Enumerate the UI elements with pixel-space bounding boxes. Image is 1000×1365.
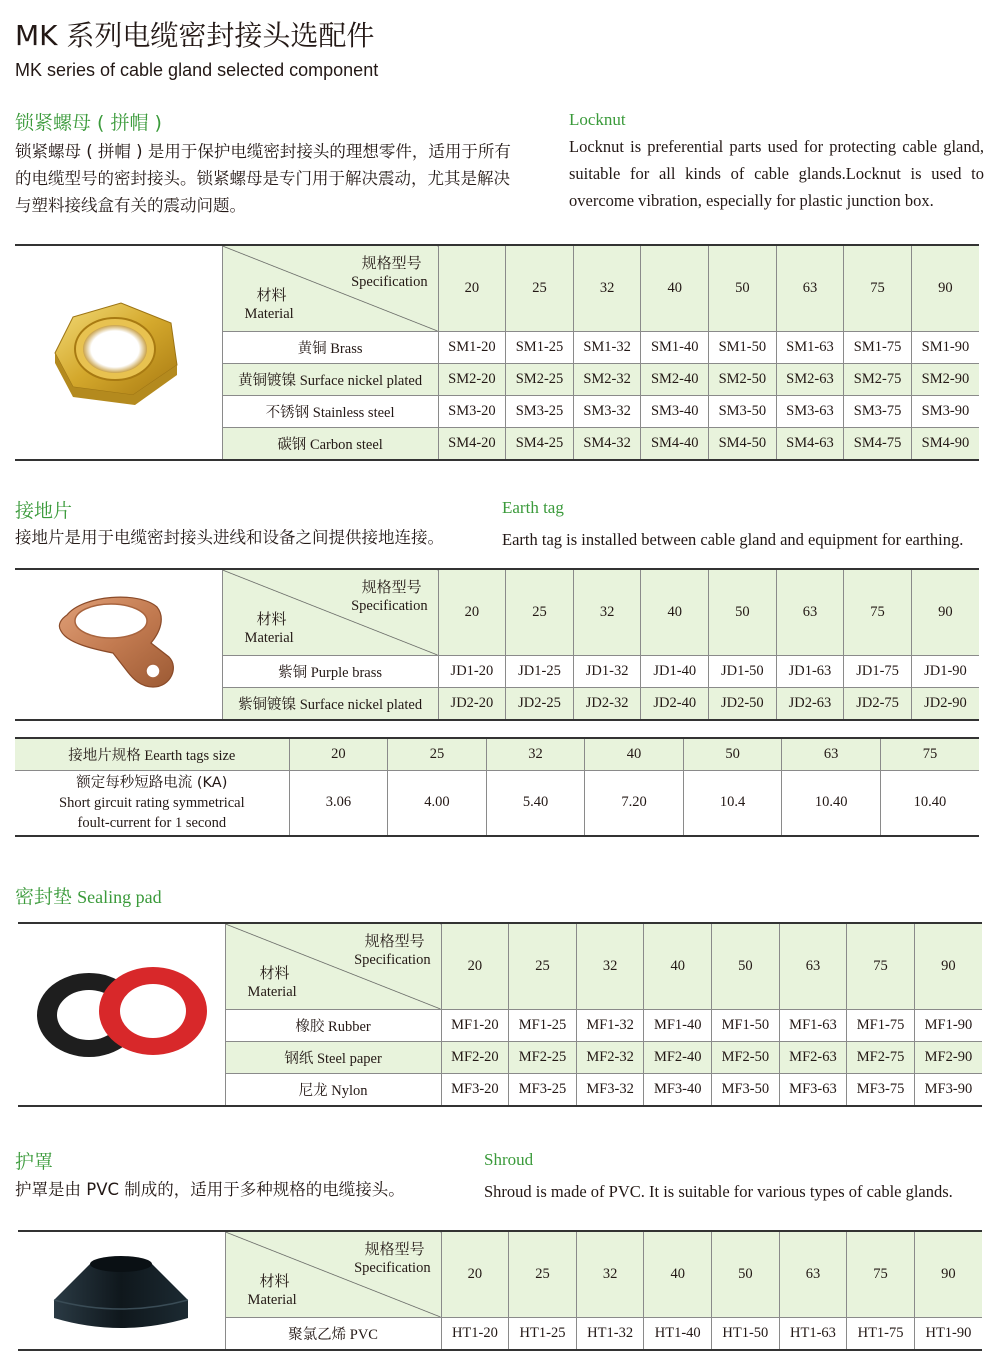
rating-size: 63 [782, 738, 881, 770]
sealing-pad-title [15, 882, 162, 909]
part-code: JD2-20 [438, 687, 506, 720]
shroud-desc-en: Shroud is made of PVC. It is suitable for various types of cable glands. [484, 1182, 953, 1201]
size-header: 63 [776, 245, 844, 331]
material-label-cn: 材料 [256, 610, 287, 628]
page-subtitle: MK series of cable gland selected component [15, 60, 379, 80]
rating-size: 50 [683, 738, 782, 770]
part-code: HT1-63 [779, 1317, 847, 1350]
material-label: 聚氯乙烯 PVC [225, 1317, 441, 1350]
part-code: HT1-90 [914, 1317, 982, 1350]
rating-label: 额定每秒短路电流 (KA) Short gircuit rating symmetrical foult-current for 1 second [15, 770, 289, 836]
part-code: MF1-25 [509, 1009, 577, 1041]
size-header: 25 [506, 569, 574, 655]
earth-tag-image [15, 569, 222, 720]
part-code: MF1-40 [644, 1009, 712, 1041]
earth-tag-rating-table [15, 737, 979, 837]
locknut-desc-cn: 锁紧螺母 ( 拼帽 ) 是用于保护电缆密封接头的理想零件，适用于所有的电缆型号的密封接头。锁紧螺母是专门用于解决震动，尤其是解决与塑料接线盒有关的震动问题。 [15, 142, 511, 215]
part-code: MF2-32 [576, 1041, 644, 1073]
sealing-pad-rings-icon [31, 957, 211, 1067]
size-header: 90 [914, 1231, 982, 1317]
material-label: 不锈钢 Stainless steel [222, 395, 438, 427]
part-code: MF3-90 [914, 1073, 982, 1106]
locknut-table [15, 244, 979, 461]
size-header: 20 [441, 1231, 509, 1317]
sealing-pad-header-corner [225, 923, 441, 1009]
part-code: MF2-25 [509, 1041, 577, 1073]
part-code: MF2-50 [712, 1041, 780, 1073]
part-code: JD2-75 [844, 687, 912, 720]
earth-tag-title-cn: 接地片 [15, 500, 73, 522]
part-code: MF2-40 [644, 1041, 712, 1073]
rating-header-row [15, 738, 979, 770]
size-header: 25 [509, 1231, 577, 1317]
shroud-desc-cn: 护罩是由 PVC 制成的，适用于多种规格的电缆接头。 [15, 1180, 405, 1199]
size-header: 20 [438, 569, 506, 655]
rating-value: 10.4 [683, 770, 782, 836]
shroud-table [18, 1230, 982, 1351]
spec-label-en: Specification [351, 598, 428, 614]
part-code: MF2-63 [779, 1041, 847, 1073]
rating-size: 32 [486, 738, 585, 770]
rating-value: 10.40 [782, 770, 881, 836]
size-header: 50 [712, 923, 780, 1009]
part-code: JD1-40 [641, 655, 709, 687]
size-header: 50 [709, 569, 777, 655]
part-code: SM4-40 [641, 427, 709, 460]
part-code: SM1-40 [641, 331, 709, 363]
part-code: MF3-50 [712, 1073, 780, 1106]
size-header: 32 [576, 1231, 644, 1317]
material-label-en: Material [244, 630, 294, 646]
part-code: SM2-25 [506, 363, 574, 395]
part-code: SM1-20 [438, 331, 506, 363]
locknut-header-corner [222, 245, 438, 331]
part-code: JD2-63 [776, 687, 844, 720]
material-label-cn: 材料 [259, 1272, 290, 1290]
part-code: SM2-32 [573, 363, 641, 395]
page-title: MK 系列电缆密封接头选配件 [15, 19, 375, 52]
rating-value-row [15, 770, 979, 836]
rating-size: 25 [388, 738, 487, 770]
size-header: 20 [438, 245, 506, 331]
part-code: MF1-32 [576, 1009, 644, 1041]
part-code: SM4-63 [776, 427, 844, 460]
part-code: HT1-50 [712, 1317, 780, 1350]
part-code: SM1-50 [709, 331, 777, 363]
copper-earth-tag-icon [53, 587, 183, 697]
part-code: SM3-32 [573, 395, 641, 427]
shroud-title-cn: 护罩 [15, 1151, 54, 1173]
part-code: HT1-25 [509, 1317, 577, 1350]
part-code: SM2-90 [911, 363, 979, 395]
earth-tag-title-en: Earth tag [502, 498, 564, 517]
part-code: JD2-90 [911, 687, 979, 720]
spec-label-en: Specification [351, 274, 428, 290]
rating-size-label: 接地片规格 Eearth tags size [15, 738, 289, 770]
size-header: 90 [911, 569, 979, 655]
locknut-desc-en: Locknut is preferential parts used for protecting cable gland, suitable for all kinds of cable glands.Locknut is used to overcome vibration, especially for plastic junction box. [569, 137, 984, 210]
part-code: SM3-25 [506, 395, 574, 427]
size-header: 75 [844, 245, 912, 331]
part-code: SM4-25 [506, 427, 574, 460]
earth-tag-table [15, 568, 979, 721]
locknut-image [15, 245, 222, 460]
part-code: SM2-75 [844, 363, 912, 395]
part-code: HT1-32 [576, 1317, 644, 1350]
part-code: JD1-20 [438, 655, 506, 687]
part-code: MF1-90 [914, 1009, 982, 1041]
size-header: 63 [779, 1231, 847, 1317]
size-header: 40 [644, 923, 712, 1009]
part-code: SM3-50 [709, 395, 777, 427]
part-code: MF2-90 [914, 1041, 982, 1073]
sealing-pad-table [18, 922, 982, 1107]
part-code: MF3-32 [576, 1073, 644, 1106]
shroud-header-corner [225, 1231, 441, 1317]
part-code: MF1-75 [847, 1009, 915, 1041]
material-label: 黄铜镀镍 Surface nickel plated [222, 363, 438, 395]
part-code: JD2-50 [709, 687, 777, 720]
locknut-title-en: Locknut [569, 110, 626, 129]
size-header: 50 [712, 1231, 780, 1317]
part-code: SM1-32 [573, 331, 641, 363]
size-header: 32 [576, 923, 644, 1009]
part-code: MF2-75 [847, 1041, 915, 1073]
part-code: SM2-50 [709, 363, 777, 395]
size-header: 50 [709, 245, 777, 331]
material-label-cn: 材料 [259, 964, 290, 982]
part-code: SM2-63 [776, 363, 844, 395]
size-header: 40 [641, 245, 709, 331]
part-code: MF2-20 [441, 1041, 509, 1073]
size-header: 25 [506, 245, 574, 331]
part-code: SM3-63 [776, 395, 844, 427]
size-header: 90 [911, 245, 979, 331]
material-label: 橡胶 Rubber [225, 1009, 441, 1041]
part-code: JD1-63 [776, 655, 844, 687]
material-label-en: Material [247, 984, 297, 1000]
shroud-image [18, 1231, 225, 1350]
part-code: SM3-75 [844, 395, 912, 427]
spec-label-cn: 规格型号 [361, 254, 422, 272]
size-header: 63 [776, 569, 844, 655]
rating-value: 10.40 [880, 770, 979, 836]
material-label: 钢纸 Steel paper [225, 1041, 441, 1073]
size-header: 90 [914, 923, 982, 1009]
rating-value: 5.40 [486, 770, 585, 836]
part-code: MF3-20 [441, 1073, 509, 1106]
sealing-pad-title-cn: 密封垫 [15, 886, 73, 908]
part-code: SM3-40 [641, 395, 709, 427]
size-header: 75 [844, 569, 912, 655]
part-code: MF3-25 [509, 1073, 577, 1106]
part-code: SM2-40 [641, 363, 709, 395]
part-code: SM1-63 [776, 331, 844, 363]
pvc-shroud-icon [46, 1238, 196, 1338]
material-label-en: Material [247, 1292, 297, 1308]
part-code: SM3-20 [438, 395, 506, 427]
material-label: 碳钢 Carbon steel [222, 427, 438, 460]
sealing-pad-image [18, 923, 225, 1106]
size-header: 32 [573, 245, 641, 331]
part-code: SM4-20 [438, 427, 506, 460]
part-code: SM4-90 [911, 427, 979, 460]
part-code: JD1-25 [506, 655, 574, 687]
earth-tag-desc-en: Earth tag is installed between cable gland and equipment for earthing. [502, 530, 964, 549]
spec-label-cn: 规格型号 [361, 578, 422, 596]
part-code: SM2-20 [438, 363, 506, 395]
rating-size: 40 [585, 738, 684, 770]
part-code: JD1-50 [709, 655, 777, 687]
part-code: HT1-20 [441, 1317, 509, 1350]
part-code: MF3-63 [779, 1073, 847, 1106]
size-header: 63 [779, 923, 847, 1009]
part-code: JD2-40 [641, 687, 709, 720]
part-code: JD1-90 [911, 655, 979, 687]
material-label-cn: 材料 [256, 286, 287, 304]
size-header: 75 [847, 1231, 915, 1317]
material-label: 尼龙 Nylon [225, 1073, 441, 1106]
part-code: SM4-32 [573, 427, 641, 460]
part-code: MF1-50 [712, 1009, 780, 1041]
part-code: MF3-75 [847, 1073, 915, 1106]
part-code: JD1-75 [844, 655, 912, 687]
part-code: JD2-32 [573, 687, 641, 720]
spec-label-cn: 规格型号 [364, 1240, 425, 1258]
part-code: MF1-63 [779, 1009, 847, 1041]
size-header: 32 [573, 569, 641, 655]
material-label: 黄铜 Brass [222, 331, 438, 363]
part-code: MF1-20 [441, 1009, 509, 1041]
part-code: MF3-40 [644, 1073, 712, 1106]
material-label: 紫铜 Purple brass [222, 655, 438, 687]
rating-size: 20 [289, 738, 388, 770]
spec-label-cn: 规格型号 [364, 932, 425, 950]
locknut-title-cn: 锁紧螺母 ( 拼帽 ) [15, 112, 162, 134]
part-code: JD2-25 [506, 687, 574, 720]
spec-label-en: Specification [354, 952, 431, 968]
size-header: 40 [641, 569, 709, 655]
size-header: 20 [441, 923, 509, 1009]
rating-value: 4.00 [388, 770, 487, 836]
sealing-pad-title-en: Sealing pad [77, 887, 162, 907]
spec-label-en: Specification [354, 1260, 431, 1276]
part-code: SM4-75 [844, 427, 912, 460]
material-label-en: Material [244, 306, 294, 322]
part-code: HT1-75 [847, 1317, 915, 1350]
part-code: SM1-90 [911, 331, 979, 363]
earth-tag-desc-cn: 接地片是用于电缆密封接头进线和设备之间提供接地连接。 [15, 528, 444, 547]
part-code: SM3-90 [911, 395, 979, 427]
part-code: SM1-75 [844, 331, 912, 363]
part-code: JD1-32 [573, 655, 641, 687]
part-code: SM1-25 [506, 331, 574, 363]
rating-value: 7.20 [585, 770, 684, 836]
size-header: 75 [847, 923, 915, 1009]
brass-hex-locknut-icon [43, 295, 193, 405]
earth-tag-header-corner [222, 569, 438, 655]
rating-size: 75 [880, 738, 979, 770]
part-code: HT1-40 [644, 1317, 712, 1350]
material-label: 紫铜镀镍 Surface nickel plated [222, 687, 438, 720]
shroud-title-en: Shroud [484, 1150, 534, 1169]
part-code: SM4-50 [709, 427, 777, 460]
size-header: 40 [644, 1231, 712, 1317]
rating-value: 3.06 [289, 770, 388, 836]
size-header: 25 [509, 923, 577, 1009]
